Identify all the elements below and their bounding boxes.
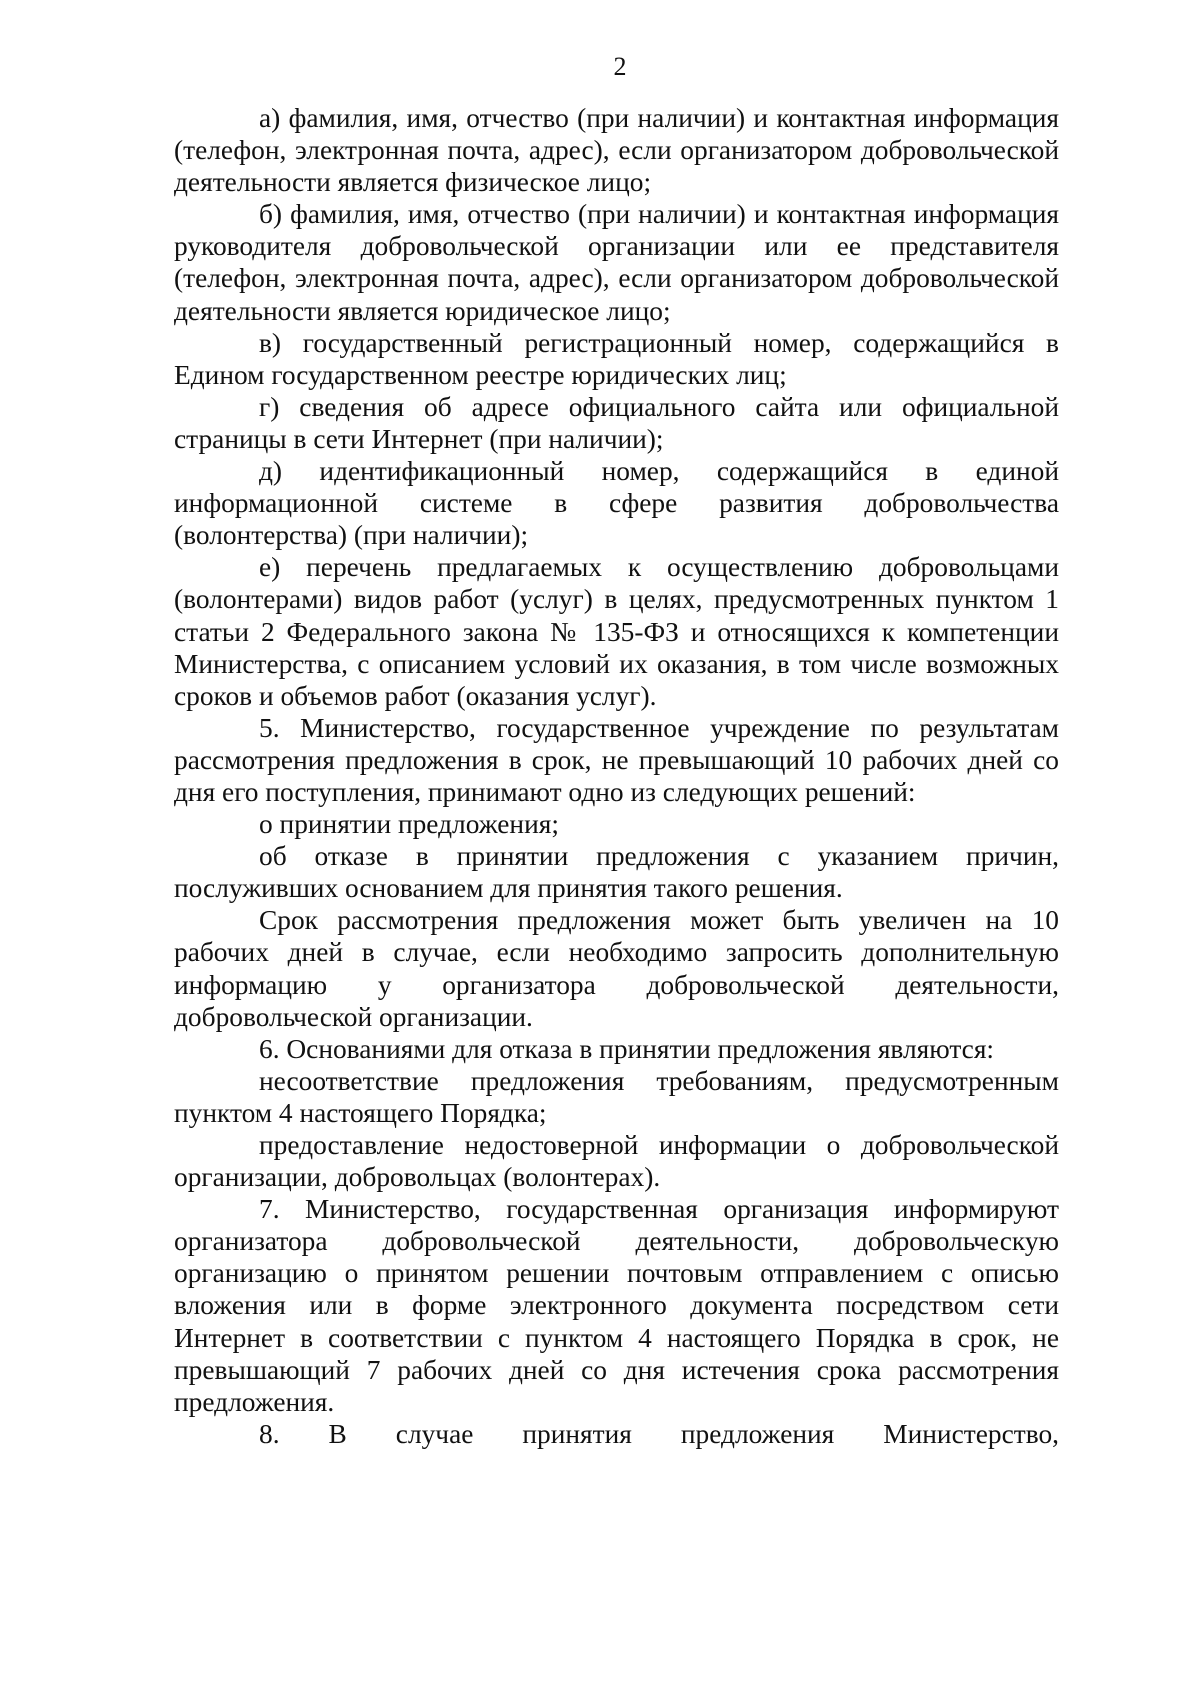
paragraph-review-extension: Срок рассмотрения предложения может быть увеличен на 10 рабочих дней в случае, если необходимо запросить дополнительную информацию у организатора добровольческой деятельности, добровольческой организации. (174, 905, 1059, 1032)
paragraph-item-b: б) фамилия, имя, отчество (при наличии) и контактная информация руководителя добровольческой организации или ее представителя (телефон, электронная почта, адрес), если организатором добровольческой деятельности является юридическое лицо; (174, 199, 1059, 326)
paragraph-clause-5: 5. Министерство, государственное учреждение по результатам рассмотрения предложения в срок, не превышающий 10 рабочих дней со дня его поступления, принимают одно из следующих решений: (174, 712, 1059, 807)
paragraph-item-d: д) идентификационный номер, содержащийся в единой информационной системе в сфере развития добровольчества (волонтерства) (при наличии); (174, 456, 1059, 551)
paragraph-clause-6: 6. Основаниями для отказа в принятии предложения являются: (259, 1033, 995, 1064)
paragraph-decision-reject: об отказе в принятии предложения с указанием причин, послуживших основанием для принятия такого решения. (174, 841, 1059, 904)
paragraph-item-e: е) перечень предлагаемых к осуществлению добровольцами (волонтерами) видов работ (услуг) в целях, предусмотренных пунктом 1 статьи 2 Федерального закона № 135-ФЗ и относящихся к компетенции Министерства, с описанием условий их оказания, в том числе возможных сроков и объемов работ (оказания услуг). (174, 552, 1059, 711)
paragraph-item-v: в) государственный регистрационный номер, содержащийся в Едином государственном реестре юридических лиц; (174, 327, 1059, 390)
paragraph-clause-8: 8. В случае принятия предложения Министерство, (259, 1418, 1059, 1449)
paragraph-item-a: а) фамилия, имя, отчество (при наличии) и контактная информация (телефон, электронная почта, адрес), если организатором добровольческой деятельности является физическое лицо; (174, 103, 1059, 198)
paragraph-decision-accept: о принятии предложения; (259, 809, 559, 840)
paragraph-clause-7: 7. Министерство, государственная организация информируют организатора добровольческой деятельности, добровольческую организацию о принятом решении почтовым отправлением с описью вложения или в форме электронного документа посредством сети Интернет в соответствии с пунктом 4 настоящего Порядка в срок, не превышающий 7 рабочих дней со дня истечения срока рассмотрения предложения. (174, 1194, 1059, 1417)
page-number: 2 (613, 52, 627, 81)
paragraph-item-g: г) сведения об адресе официального сайта или официальной страницы в сети Интернет (при наличии); (174, 391, 1059, 454)
document-body (174, 102, 1059, 1450)
paragraph-reason-false-info: предоставление недостоверной информации о добровольческой организации, добровольцах (волонтерах). (174, 1130, 1059, 1193)
paragraph-reason-mismatch: несоответствие предложения требованиям, предусмотренным пунктом 4 настоящего Порядка; (174, 1065, 1059, 1128)
